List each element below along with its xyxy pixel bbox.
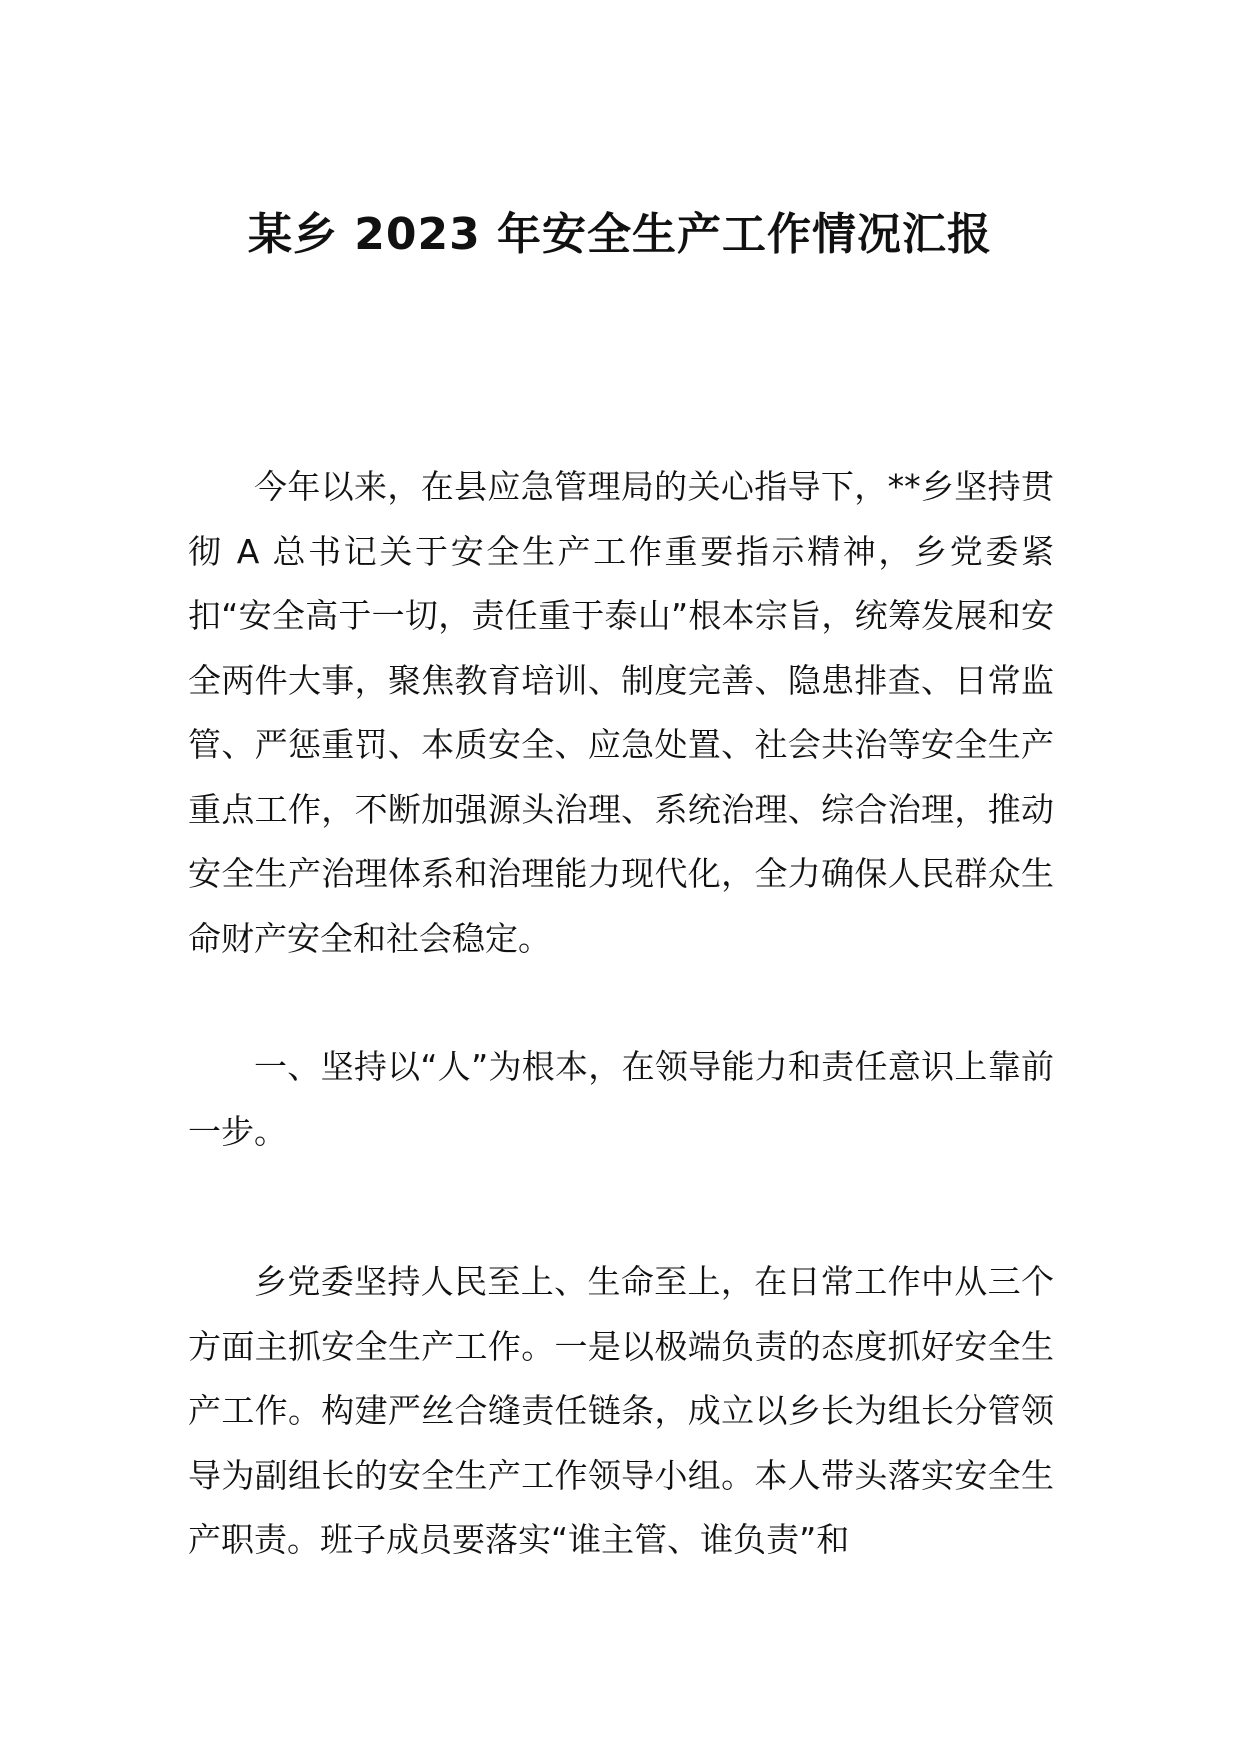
paragraph-section-1: 乡党委坚持人民至上、生命至上，在日常工作中从三个方面主抓安全生产工作。一是以极端负责的态度抓好安全生产工作。构建严丝合缝责任链条，成立以乡长为组长分管领导为副组长的安全生产工作领导小组。本人带头落实安全生产职责。班子成员要落实“谁主管、谁负责”和 (188, 1262, 1054, 1559)
section-heading-1: 一、坚持以“人”为根本，在领导能力和责任意识上靠前一步。 (188, 1047, 1054, 1151)
paragraph-intro: 今年以来，在县应急管理局的关心指导下，**乡坚持贯彻 A 总书记关于安全生产工作重要指示精神，乡党委紧扣“安全高于一切，责任重于泰山”根本宗旨，统筹发展和安全两件大事，聚焦教育培训、制度完善、隐患排查、日常监管、严惩重罚、本质安全、应急处置、社会共治等安全生产重点工作，不断加强源头治理、系统治理、综合治理，推动安全生产治理体系和治理能力现代化，全力确保人民群众生命财产安全和社会稳定。 (188, 467, 1054, 958)
document-title: 某乡 2023 年安全生产工作情况汇报 (247, 209, 993, 260)
